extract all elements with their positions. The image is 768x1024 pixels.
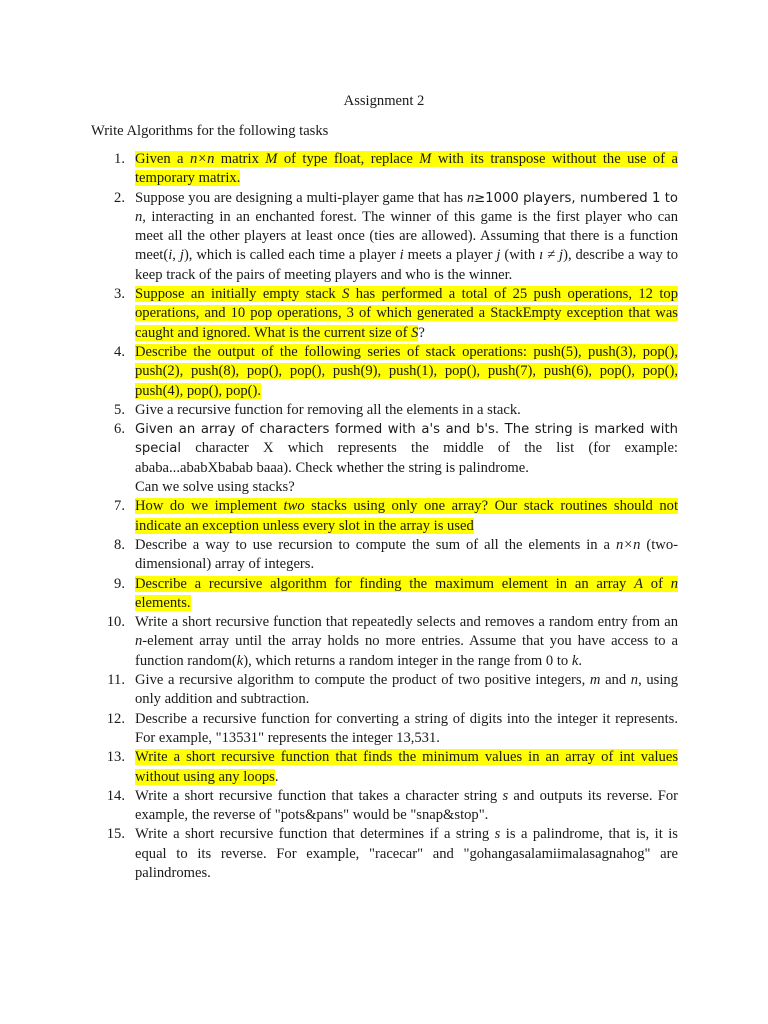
item-number: 1.: [114, 151, 125, 167]
item-text: Describe a way to use recursion to compute the sum of all the elements in a n×n (two-dimensional) array of integers.: [135, 536, 678, 573]
item-text: Give a recursive function for removing all the elements in a stack.: [135, 401, 521, 418]
item-text: Suppose you are designing a multi-player game that has n≥1000 players, numbered 1 to n, interacting in an enchanted forest. The winner of this game is the first player who can meet all the other players at least once (ties are allowed). Assuming that there is a function meet(i, j), which is called each time a player i meets a player j (with ı ≠ j), describe a way to keep track of the pairs of meeting players and who is the winner.: [135, 189, 679, 283]
item-text: Write a short recursive function that repeatedly selects and removes a random entry from an n-element array until the array holds no more entries. Assume that you have access to a function random(k), which returns a random integer in the range from 0 to k.: [135, 614, 678, 669]
highlighted-text: Describe the output of the following series of stack operations: push(5), push(3), pop(), push(2), push(8), pop(), pop(), push(9), push(1), pop(), push(7), push(6), pop(), pop(), push(4), pop(), pop().: [135, 343, 678, 399]
item-text: Describe a recursive function for converting a string of digits into the integer it represents. For example, "13531" represents the integer 13,531.: [135, 710, 678, 746]
task-list: [0, 150, 678, 883]
list-item: [114, 401, 678, 420]
highlighted-text: Describe a recursive algorithm for finding the maximum element in an array A of n elements.: [135, 575, 678, 611]
item-text: Write a short recursive function that takes a character string s and outputs its reverse. For example, the reverse of "pots&pans" would be "snap&stop".: [135, 787, 678, 824]
item-number: 10.: [106, 614, 125, 631]
item-text: Given an array of characters formed with a's and b's. The string is marked with special character X which represents the middle of the list (for example: ababa...ababXbabab baaa). Check whether the string is palindrome.: [135, 422, 678, 476]
list-item: [106, 825, 678, 883]
list-item: [114, 420, 678, 497]
item-followup: Can we solve using stacks?: [135, 479, 295, 496]
list-item: [114, 343, 678, 401]
highlighted-text: Given a n×n matrix M of type float, replace M with its transpose without the use of a temporary matrix.: [135, 151, 678, 187]
item-number: 6.: [114, 421, 125, 438]
highlighted-text: How do we implement two stacks using only one array? Our stack routines should not indicate an exception unless every slot in the array is used: [135, 498, 678, 534]
page-title: Assignment 2: [343, 93, 425, 109]
highlighted-text: Write a short recursive function that finds the minimum values in an array of int values without using any loops: [135, 749, 678, 785]
item-number: 14.: [106, 787, 125, 804]
item-number: 9.: [114, 575, 125, 592]
item-number: 11.: [107, 672, 125, 689]
list-item: [106, 710, 678, 749]
list-item: [114, 497, 678, 536]
list-item: 3. Suppose an initially empty stack S has performed a total of 25 push operations, 12 top operations, and 10 pop operations, 3 of which generated a StackEmpty exception that was caught and ignored. What is the current size of S?: [135, 285, 678, 343]
item-number: 13.: [106, 749, 125, 766]
item-number: 15.: [106, 826, 125, 843]
item-text: Write a short recursive function that determines if a string s is a palindrome, that is, it is equal to its reverse. For example, "racecar" and "gohangasalamiimalasagnahog" are palindromes.: [135, 826, 678, 881]
highlighted-text: Suppose an initially empty stack S has performed a total of 25 push operations, 12 top operations, and 10 pop operations, 3 of which generated a StackEmpty exception that was caught and ignored. What is the current size of S: [135, 286, 679, 341]
list-item: [114, 150, 678, 189]
list-item: [114, 189, 679, 285]
item-number: 3.: [114, 286, 125, 303]
item-text: Give a recursive algorithm to compute the product of two positive integers, m and n, using only addition and subtraction.: [135, 672, 679, 708]
item-number: 8.: [114, 536, 125, 553]
list-item: [106, 787, 678, 826]
list-item: [114, 575, 678, 614]
item-number: 5.: [114, 401, 125, 418]
list-item: [107, 671, 679, 710]
item-number: 12.: [106, 710, 125, 727]
item-number: 7.: [114, 498, 125, 515]
list-item: [114, 536, 678, 575]
list-item: 13. Write a short recursive function that finds the minimum values in an array of int values without using any loops.: [135, 748, 678, 787]
intro-text: Write Algorithms for the following tasks: [91, 123, 329, 139]
item-number: 2.: [114, 189, 125, 206]
item-number: 4.: [114, 343, 125, 360]
list-item: [106, 613, 678, 671]
